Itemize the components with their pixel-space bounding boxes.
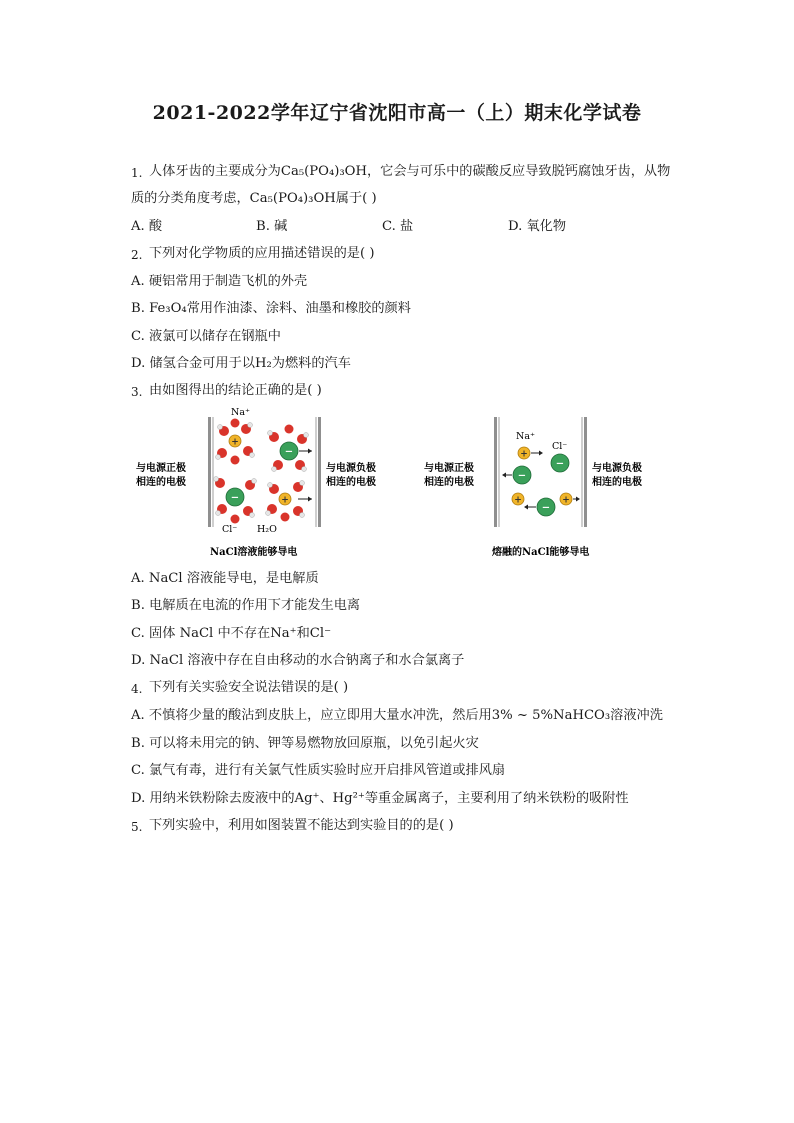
hydrated-sodium-ion-2 [266, 481, 313, 522]
sodium-ion-2 [512, 493, 524, 506]
sodium-ion-3 [560, 493, 580, 506]
question-3-option-c: C. 固体 NaCl 中不存在Na⁺和Cl⁻ [131, 626, 332, 641]
right-electrode [318, 417, 321, 527]
question-4-option-b: B. 可以将未用完的钠、钾等易燃物放回原瓶，以免引起火灾 [131, 736, 479, 751]
left-electrode [208, 417, 211, 527]
question-number-5: 5. [131, 820, 143, 834]
left-diagram-caption: NaCl溶液能够导电 [210, 547, 298, 558]
left-electrode-label-1: 与电源正极 [136, 463, 186, 474]
question-1-option-a: A. 酸 [131, 219, 163, 234]
nacl-solution-diagram [132, 405, 402, 561]
svg-text:+: + [281, 495, 289, 506]
question-number-3: 3. [131, 385, 143, 399]
left-electrode-label-1: 与电源正极 [424, 463, 474, 474]
chloride-ion-3 [524, 498, 555, 516]
question-5-stem: 下列实验中，利用如图装置不能达到实验目的的是( ) [149, 818, 454, 833]
left-electrode [494, 417, 497, 527]
sodium-ion-1 [518, 447, 543, 460]
chloride-ion-1 [551, 454, 569, 472]
hydrated-chloride-ion-2 [214, 477, 257, 524]
question-1-option-d: D. 氧化物 [508, 219, 567, 234]
question-number-1: 1. [131, 166, 143, 180]
molten-nacl-diagram [420, 405, 670, 561]
right-electrode-label-1: 与电源负极 [592, 463, 642, 474]
question-2-option-d: D. 储氢合金可用于以H₂为燃料的汽车 [131, 356, 351, 371]
question-3-option-b: B. 电解质在电流的作用下才能发生电离 [131, 598, 361, 613]
question-3-option-d: D. NaCl 溶液中存在自由移动的水合钠离子和水合氯离子 [131, 653, 465, 668]
right-electrode-label-1: 与电源负极 [326, 463, 376, 474]
question-1-option-b: B. 碱 [256, 219, 288, 234]
chloride-ion-2 [502, 466, 531, 484]
svg-text:−: − [230, 492, 240, 504]
question-1-option-c: C. 盐 [382, 219, 414, 234]
hydrated-chloride-ion-1 [268, 425, 313, 472]
svg-text:−: − [555, 458, 565, 470]
right-electrode-label-2: 相连的电极 [592, 477, 642, 488]
hydrated-sodium-ion-1 [216, 419, 255, 465]
svg-text:+: + [514, 495, 522, 506]
question-3-stem: 由如图得出的结论正确的是( ) [149, 383, 322, 398]
svg-text:−: − [284, 446, 294, 458]
question-number-4: 4. [131, 682, 143, 696]
right-diagram-caption: 熔融的NaCl能够导电 [492, 547, 590, 558]
na-label: Na⁺ [231, 407, 250, 418]
question-2-stem: 下列对化学物质的应用描述错误的是( ) [149, 246, 375, 261]
question-3-option-a: A. NaCl 溶液能导电，是电解质 [131, 571, 319, 586]
question-4-option-d: D. 用纳米铁粉除去废液中的Ag⁺、Hg²⁺等重金属离子，主要利用了纳米铁粉的吸附性 [131, 791, 629, 806]
question-1-stem-line-1: 人体牙齿的主要成分为Ca₅(PO₄)₃OH，它会与可乐中的碳酸反应导致脱钙腐蚀牙齿，从物 [149, 164, 671, 179]
question-4-option-c: C. 氯气有毒，进行有关氯气性质实验时应开启排风管道或排风扇 [131, 763, 506, 778]
na-label: Na⁺ [516, 431, 535, 442]
question-4-stem: 下列有关实验安全说法错误的是( ) [149, 680, 349, 695]
svg-text:+: + [520, 449, 528, 460]
svg-text:+: + [231, 437, 239, 448]
svg-text:+: + [562, 495, 570, 506]
question-2-option-b: B. Fe₃O₄常用作油漆、涂料、油墨和橡胶的颜料 [131, 301, 411, 316]
right-electrode [584, 417, 587, 527]
water-label: H₂O [257, 524, 277, 535]
question-2-option-a: A. 硬铝常用于制造飞机的外壳 [131, 274, 308, 289]
svg-text:−: − [517, 470, 527, 482]
cl-label: Cl⁻ [222, 524, 238, 535]
cl-label: Cl⁻ [552, 441, 568, 452]
left-electrode-label-2: 相连的电极 [136, 477, 186, 488]
question-1-stem-line-2: 质的分类角度考虑，Ca₅(PO₄)₃OH属于( ) [131, 191, 377, 206]
question-4-option-a: A. 不慎将少量的酸沾到皮肤上，应立即用大量水冲洗，然后用3% ~ 5%NaHCO₃溶液冲洗 [131, 708, 663, 723]
question-2-option-c: C. 液氯可以储存在钢瓶中 [131, 329, 281, 344]
question-number-2: 2. [131, 248, 143, 262]
svg-text:−: − [541, 502, 551, 514]
left-electrode-label-2: 相连的电极 [424, 477, 474, 488]
page-title: 2021-2022学年辽宁省沈阳市高一（上）期末化学试卷 [152, 102, 642, 124]
right-electrode-label-2: 相连的电极 [326, 477, 376, 488]
